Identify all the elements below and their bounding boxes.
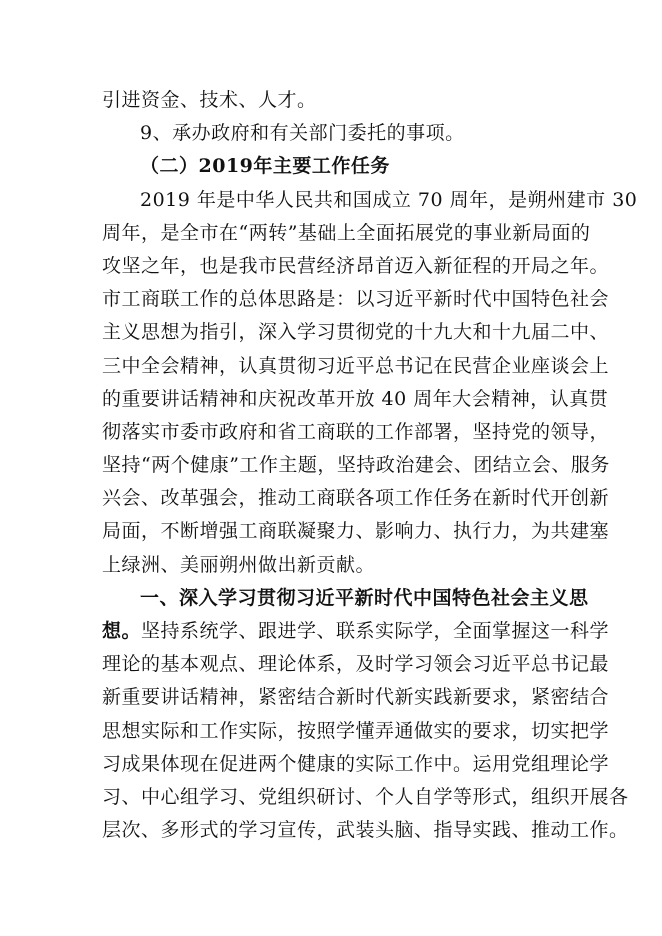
body-text-line-8: 主义思想为指引，深入学习贯彻党的十九大和十九届二中、 <box>102 321 610 344</box>
body-text-block <box>102 84 638 582</box>
body-text-line-3: （二）2019年主要工作任务 <box>140 155 390 178</box>
section-1-first-sentence: 坚持系统学、跟进学、联系实际学，全面掌握这一科学 <box>141 620 610 642</box>
section-heading-1-tail: 想。 <box>102 620 142 642</box>
body-text-line-4: 2019 年是中华人民共和国成立 70 周年，是朔州建市 30 <box>140 188 638 211</box>
section-1-body <box>102 648 629 847</box>
body-text-line-11: 彻落实市委市政府和省工商联的工作部署，坚持党的领导， <box>102 420 610 443</box>
body-text-line-10: 的重要讲话精神和庆祝改革开放 40 周年大会精神，认真贯 <box>102 387 609 410</box>
section-1-text-line-4: 习成果体现在促进两个健康的实际工作中。运用党组理论学 <box>102 752 610 775</box>
section-1-text-line-6: 层次、多形式的学习宣传，武装头脑、指导实践、推动工作。 <box>102 819 629 842</box>
body-text-line-13: 兴会、改革强会，推动工商联各项工作任务在新时代开创新 <box>102 487 610 510</box>
body-text-line-1: 引进资金、技术、人才。 <box>102 89 317 111</box>
body-text-line-2: 9、承办政府和有关部门委托的事项。 <box>140 122 465 145</box>
document-page <box>102 84 638 847</box>
body-text-line-14: 局面，不断增强工商联凝聚力、影响力、执行力，为共建塞 <box>102 520 610 543</box>
body-text-line-7: 市工商联工作的总体思路是：以习近平新时代中国特色社会 <box>102 288 610 311</box>
section-1-text-line-2: 新重要讲话精神，紧密结合新时代新实践新要求，紧密结合 <box>102 686 610 709</box>
body-text-line-9: 三中全会精神，认真贯彻习近平总书记在民营企业座谈会上 <box>102 354 610 377</box>
body-text-line-12: 坚持“两个健康”工作主题，坚持政治建会、团结立会、服务 <box>102 454 610 477</box>
section-heading-1: 一、深入学习贯彻习近平新时代中国特色社会主义思 <box>140 586 589 609</box>
body-text-line-5: 周年，是全市在“两转”基础上全面拓展党的事业新局面的 <box>102 221 591 244</box>
section-1-text-line-3: 思想实际和工作实际，按照学懂弄通做实的要求，切实把学 <box>102 719 610 742</box>
section-1-text-line-1: 理论的基本观点、理论体系，及时学习领会习近平总书记最 <box>102 653 610 676</box>
section-1-text-line-5: 习、中心组学习、党组织研讨、个人自学等形式，组织开展各 <box>102 785 629 808</box>
body-text-line-15: 上绿洲、美丽朔州做出新贡献。 <box>102 553 376 576</box>
body-text-line-6: 攻坚之年，也是我市民营经济昂首迈入新征程的开局之年。 <box>102 254 610 277</box>
section-heading-1-continuation <box>102 615 610 648</box>
